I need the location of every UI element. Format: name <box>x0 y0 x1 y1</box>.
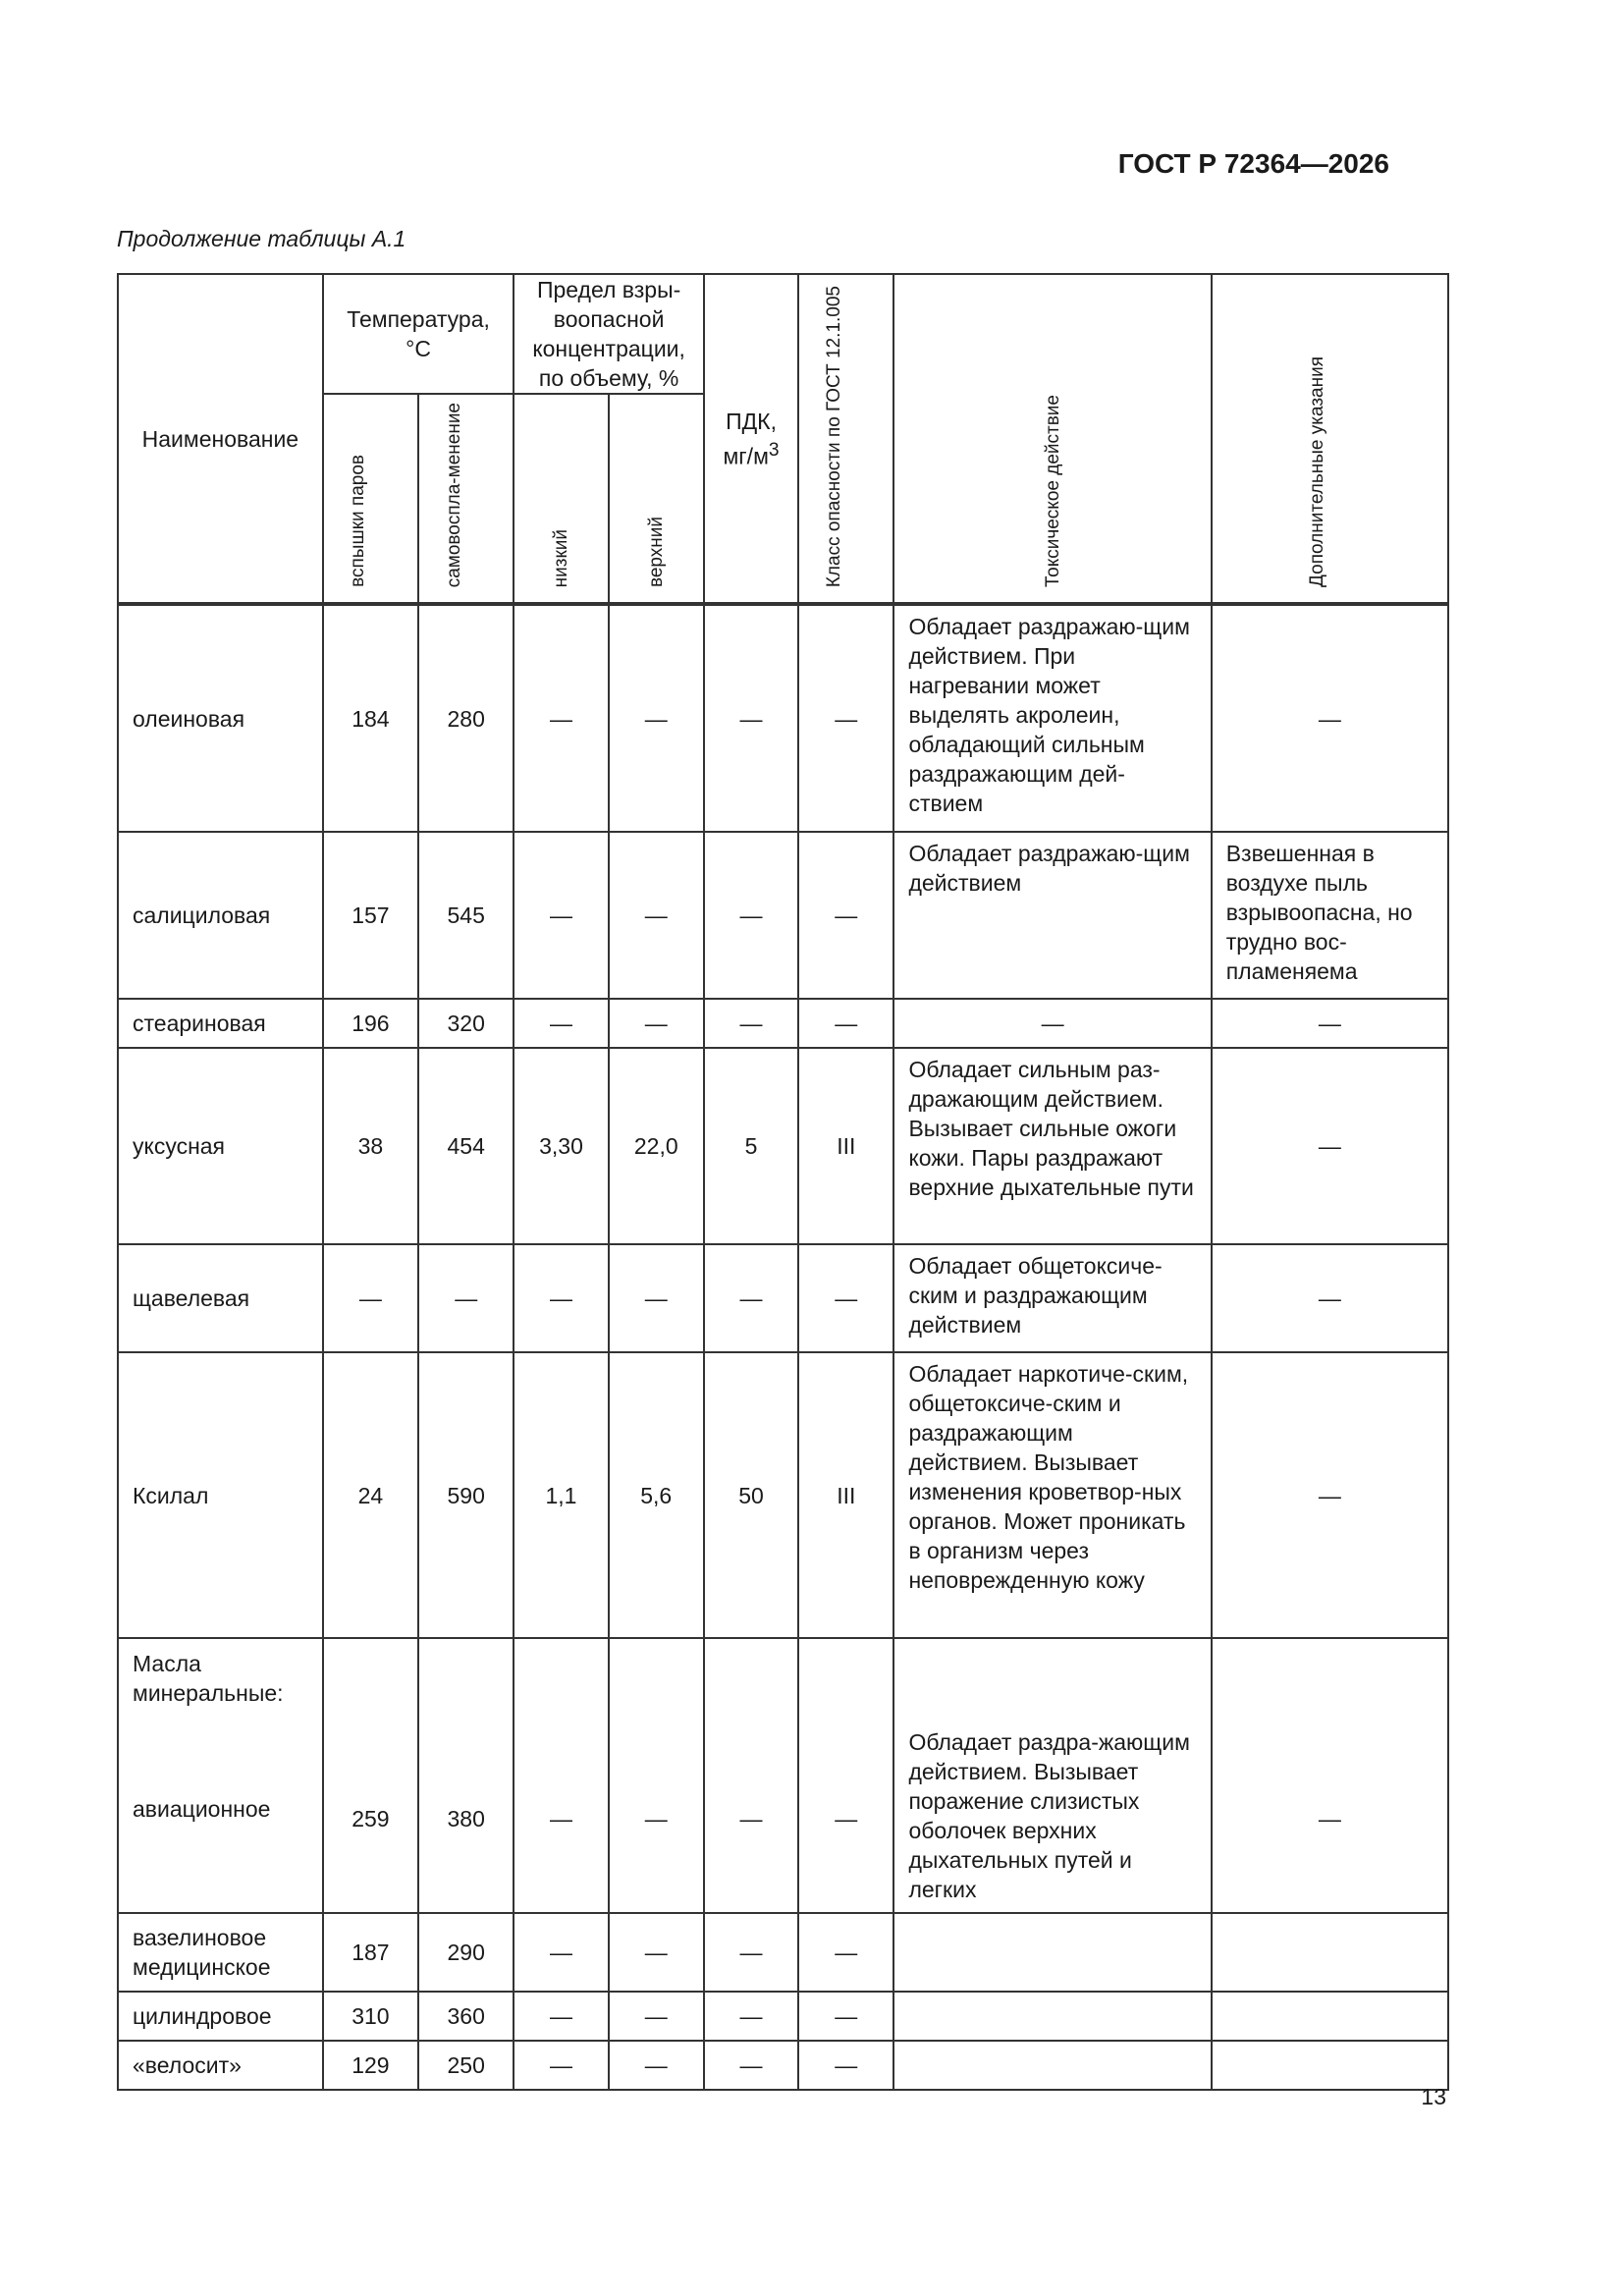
cell-toxic-action: Обладает общетоксиче-ским и раздражающим действием <box>893 1244 1211 1352</box>
table-row <box>118 1244 1448 1352</box>
cell-limit-high: — <box>609 1913 704 1992</box>
cell-name: «велосит» <box>118 2041 323 2090</box>
page-number: 13 <box>1421 2084 1446 2109</box>
cell-toxic-action: Обладает наркотиче-ским, общетоксиче-ским и раздражающим действием. Вызывает изменения кроветвор-ных органов. Может проникать в организм через неповрежденную кожу <box>893 1352 1211 1638</box>
cell-temp-flash: 310 <box>323 1992 418 2041</box>
cell-additional: — <box>1212 1244 1448 1352</box>
cell-temp-autoignition: 454 <box>418 1048 514 1244</box>
cell-temp-flash: 196 <box>323 999 418 1048</box>
cell-limit-low: — <box>514 1244 608 1352</box>
cell-temp-autoignition: — <box>418 1244 514 1352</box>
table-row <box>118 1352 1448 1638</box>
cell-hazard-class: — <box>798 1913 893 1992</box>
standard-number: ГОСТ Р 72364—2026 <box>1117 148 1389 179</box>
header-explosive-limit: Предел взры-воопасной концентрации, по объему, % <box>514 274 704 394</box>
cell-limit-high: — <box>609 1992 704 2041</box>
cell-additional: — <box>1212 999 1448 1048</box>
cell-name <box>118 1638 323 1913</box>
cell-temp-flash: — <box>323 1244 418 1352</box>
cell-temp-flash: 187 <box>323 1913 418 1992</box>
cell-hazard-class: — <box>798 1992 893 2041</box>
cell-pdk: — <box>704 1638 798 1913</box>
cell-temp-autoignition: 380 <box>418 1638 514 1913</box>
cell-limit-high: — <box>609 1244 704 1352</box>
cell-pdk: — <box>704 999 798 1048</box>
table-row <box>118 1913 1448 1992</box>
cell-temp-flash: 259 <box>323 1638 418 1913</box>
header-name: Наименование <box>118 274 323 603</box>
cell-name: щавелевая <box>118 1244 323 1352</box>
cell-additional: — <box>1212 1048 1448 1244</box>
cell-pdk: 5 <box>704 1048 798 1244</box>
cell-toxic-action: Обладает раздражаю-щим действием <box>893 832 1211 999</box>
cell-name: цилиндровое <box>118 1992 323 2041</box>
header-hazard-class: Класс опасности по ГОСТ 12.1.005 <box>798 274 893 603</box>
cell-hazard-class: — <box>798 1244 893 1352</box>
cell-hazard-class: — <box>798 832 893 999</box>
cell-hazard-class: III <box>798 1048 893 1244</box>
cell-temp-flash: 38 <box>323 1048 418 1244</box>
cell-toxic-action: Обладает раздра-жающим действием. Вызывает поражение слизистых оболочек верхних дыхательных путей и легких <box>893 1638 1211 1913</box>
cell-additional <box>1212 2041 1448 2090</box>
cell-temp-autoignition: 290 <box>418 1913 514 1992</box>
cell-additional: — <box>1212 605 1448 832</box>
cell-limit-low: 1,1 <box>514 1352 608 1638</box>
header-limit-high: верхний <box>609 394 704 603</box>
cell-additional <box>1212 1913 1448 1992</box>
cell-pdk: — <box>704 2041 798 2090</box>
cell-temp-flash: 24 <box>323 1352 418 1638</box>
cell-temp-flash: 129 <box>323 2041 418 2090</box>
cell-additional <box>1212 1992 1448 2041</box>
cell-name: стеариновая <box>118 999 323 1048</box>
cell-name: уксусная <box>118 1048 323 1244</box>
cell-name: Ксилал <box>118 1352 323 1638</box>
cell-limit-high: 22,0 <box>609 1048 704 1244</box>
header-limit-low: низкий <box>514 394 608 603</box>
cell-pdk: 50 <box>704 1352 798 1638</box>
cell-toxic-action: — <box>893 999 1211 1048</box>
cell-temp-flash: 184 <box>323 605 418 832</box>
header-temp-autoignition: самовоспла-менение <box>418 394 514 603</box>
cell-name: вазелиновое медицинское <box>118 1913 323 1992</box>
cell-limit-low: — <box>514 832 608 999</box>
cell-hazard-class: III <box>798 1352 893 1638</box>
cell-hazard-class: — <box>798 999 893 1048</box>
cell-name: олеиновая <box>118 605 323 832</box>
cell-additional: — <box>1212 1638 1448 1913</box>
oils-group-label: Масла минеральные: <box>133 1651 284 1707</box>
cell-pdk: — <box>704 1244 798 1352</box>
cell-toxic-action: Обладает сильным раз-дражающим действием. Вызывает сильные ожоги кожи. Пары раздражают верхние дыхательные пути <box>893 1048 1211 1244</box>
table-row <box>118 999 1448 1048</box>
cell-additional: — <box>1212 1352 1448 1638</box>
table-row <box>118 605 1448 832</box>
cell-hazard-class: — <box>798 2041 893 2090</box>
table-row <box>118 1638 1448 1913</box>
table-caption: Продолжение таблицы А.1 <box>117 226 406 251</box>
cell-toxic-action: Обладает раздражаю-щим действием. При нагревании может выделять акролеин, обладающий сильным раздражающим дей-ствием <box>893 605 1211 832</box>
cell-limit-low: — <box>514 1913 608 1992</box>
header-additional: Дополнительные указания <box>1212 274 1448 603</box>
cell-additional: Взвешенная в воздухе пыль взрывоопасна, но трудно вос-пламеняема <box>1212 832 1448 999</box>
cell-toxic-action <box>893 2041 1211 2090</box>
cell-limit-low: — <box>514 605 608 832</box>
cell-temp-autoignition: 320 <box>418 999 514 1048</box>
cell-pdk: — <box>704 832 798 999</box>
cell-toxic-action <box>893 1992 1211 2041</box>
cell-limit-high: 5,6 <box>609 1352 704 1638</box>
cell-limit-low: — <box>514 1992 608 2041</box>
cell-toxic-action <box>893 1913 1211 1992</box>
cell-temp-autoignition: 280 <box>418 605 514 832</box>
cell-limit-high: — <box>609 832 704 999</box>
cell-name: салициловая <box>118 832 323 999</box>
cell-limit-high: — <box>609 999 704 1048</box>
cell-limit-high: — <box>609 605 704 832</box>
cell-temp-autoignition: 250 <box>418 2041 514 2090</box>
table-row <box>118 2041 1448 2090</box>
oil-name: авиационное <box>133 1796 271 1823</box>
cell-limit-low: 3,30 <box>514 1048 608 1244</box>
cell-pdk: — <box>704 1913 798 1992</box>
table-row <box>118 832 1448 999</box>
cell-temp-flash: 157 <box>323 832 418 999</box>
cell-temp-autoignition: 545 <box>418 832 514 999</box>
cell-hazard-class: — <box>798 1638 893 1913</box>
header-temp-flash: вспышки паров <box>323 394 418 603</box>
table-row <box>118 1048 1448 1244</box>
table-row <box>118 1992 1448 2041</box>
cell-temp-autoignition: 590 <box>418 1352 514 1638</box>
cell-temp-autoignition: 360 <box>418 1992 514 2041</box>
cell-limit-low: — <box>514 999 608 1048</box>
cell-pdk: — <box>704 605 798 832</box>
header-row <box>118 274 1448 394</box>
hazard-table <box>117 273 1449 2091</box>
cell-limit-high: — <box>609 1638 704 1913</box>
cell-limit-low: — <box>514 2041 608 2090</box>
cell-pdk: — <box>704 1992 798 2041</box>
header-toxic-action: Токсическое действие <box>893 274 1211 603</box>
cell-hazard-class: — <box>798 605 893 832</box>
header-pdk: ПДК, $мг/м^3$ <box>704 274 798 603</box>
cell-limit-low: — <box>514 1638 608 1913</box>
cell-limit-high: — <box>609 2041 704 2090</box>
header-temperature: Температура, °С <box>323 274 514 394</box>
